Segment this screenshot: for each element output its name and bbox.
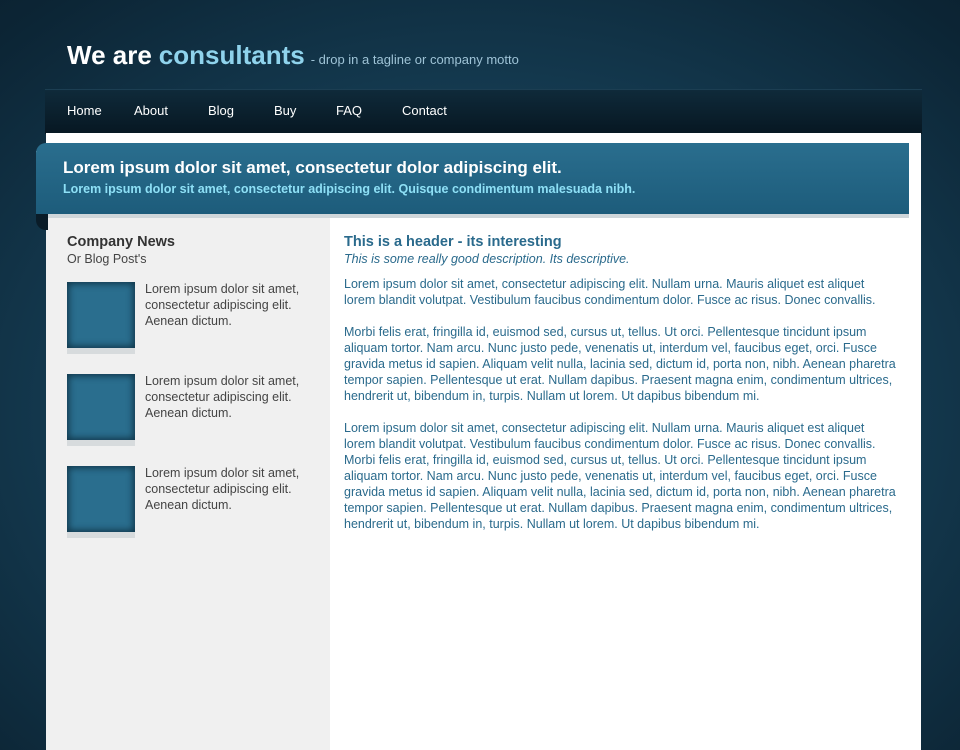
content-paragraph: Lorem ipsum dolor sit amet, consectetur adipiscing elit. Nullam urna. Mauris aliquet est aliquet lorem blandit volutpat. Vestibulum faucibus condimentum dolor. Fusce ac risus. Donec convallis. Morbi felis erat, fringilla id, euismod sed, cursus ut, tellus. Ut orci. Pellentesque tincidunt ipsum aliquam tortor. Nam arcu. Nunc justo pede, venenatis ut, interdum vel, faucibus eget, orci. Fusce gravida metus id sapien. Aliquam velit nulla, lacinia sed, dictum id, porta non, nibh. Aenean pharetra tempor sapien. Pellentesque ut erat. Nullam dapibus. Praesent magna enim, condimentum ultrices, hendrerit ut, bibendum in, turpis. Nullam ut lorem. Ut dapibus bibendum mi. <box>344 421 896 531</box>
content-description: This is some really good description. Its descriptive. <box>344 252 630 266</box>
news-thumbnail[interactable] <box>67 282 135 354</box>
nav-blog[interactable]: Blog <box>208 103 235 118</box>
nav-home[interactable]: Home <box>67 103 102 118</box>
content-paragraph: Morbi felis erat, fringilla id, euismod sed, cursus ut, tellus. Ut orci. Pellentesque tincidunt ipsum aliquam tortor. Nam arcu. Nunc justo pede, venenatis ut, interdum vel, faucibus eget, orci. Fusce gravida metus id sapien. Aliquam velit nulla, lacinia sed, dictum id, porta non, nibh. Aenean pharetra tempor sapien. Pellentesque ut erat. Nullam dapibus. Praesent magna enim, condimentum ultrices, hendrerit ut, bibendum in, turpis. Nullam ut lorem. Ut dapibus bibendum mi. <box>344 325 896 403</box>
hero-banner <box>36 143 909 214</box>
news-item[interactable] <box>67 466 317 538</box>
sidebar-subtitle: Or Blog Post's <box>67 252 147 266</box>
news-thumbnail[interactable] <box>67 466 135 538</box>
brand-name-part1[interactable]: We are <box>67 40 152 70</box>
news-item[interactable] <box>67 374 317 446</box>
main-nav <box>45 89 922 134</box>
news-excerpt: Lorem ipsum dolor sit amet, consectetur adipiscing elit. Aenean dictum. <box>145 374 300 420</box>
site-tagline: - drop in a tagline or company motto <box>310 52 519 67</box>
news-item[interactable] <box>67 282 317 354</box>
site-masthead <box>67 40 519 71</box>
nav-buy[interactable]: Buy <box>274 103 297 118</box>
brand-name-part2[interactable]: consultants <box>158 40 305 70</box>
nav-about[interactable]: About <box>134 103 168 118</box>
banner-subtitle: Lorem ipsum dolor sit amet, consectetur adipiscing elit. Quisque condimentum malesuada nibh. <box>63 182 636 196</box>
main-content <box>344 234 896 532</box>
thumbnail-image <box>67 282 135 348</box>
banner-ribbon-curl <box>36 214 48 230</box>
content-paragraph: Lorem ipsum dolor sit amet, consectetur adipiscing elit. Nullam urna. Mauris aliquet est aliquet lorem blandit volutpat. Vestibulum faucibus condimentum dolor. Fusce ac risus. Donec convallis. <box>344 277 876 307</box>
thumbnail-image <box>67 374 135 440</box>
thumbnail-image <box>67 466 135 532</box>
nav-contact[interactable]: Contact <box>402 103 447 118</box>
content-header: This is a header - its interesting <box>344 234 562 250</box>
sidebar-title: Company News <box>67 234 175 250</box>
news-excerpt: Lorem ipsum dolor sit amet, consectetur adipiscing elit. Aenean dictum. <box>145 466 300 512</box>
news-excerpt: Lorem ipsum dolor sit amet, consectetur adipiscing elit. Aenean dictum. <box>145 282 300 328</box>
news-thumbnail[interactable] <box>67 374 135 446</box>
nav-faq[interactable]: FAQ <box>336 103 363 118</box>
banner-title: Lorem ipsum dolor sit amet, consectetur dolor adipiscing elit. <box>63 158 562 177</box>
